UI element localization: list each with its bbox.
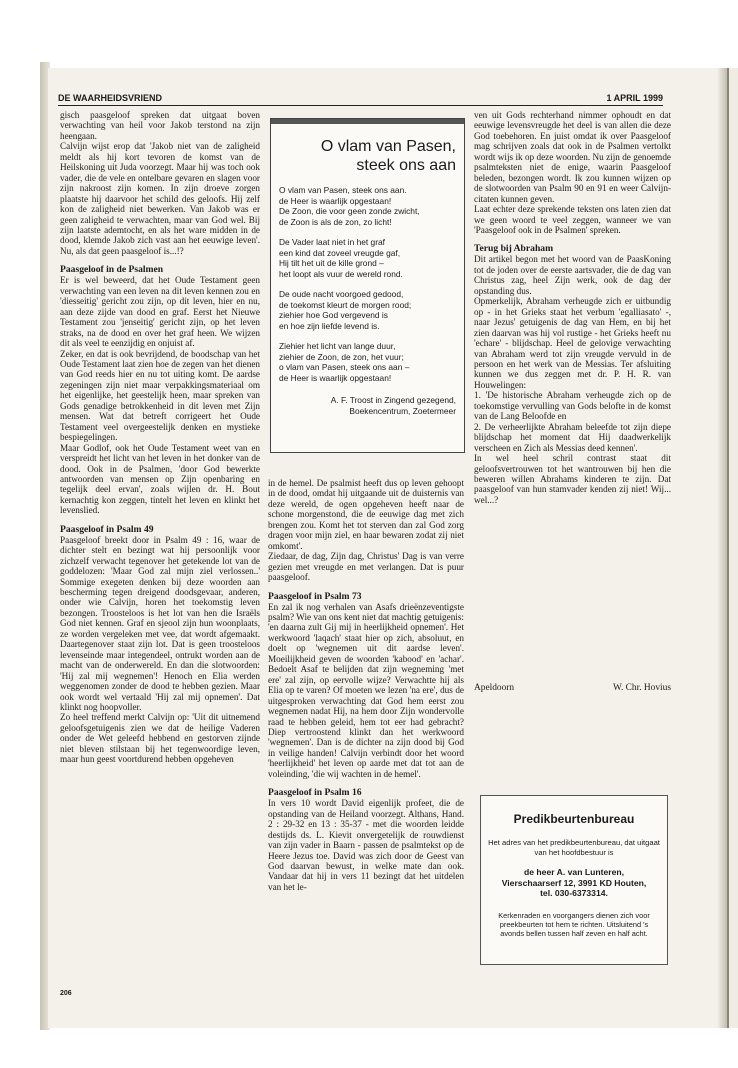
paragraph: In wel heel schril contrast staat dit geloofsvertrouwen tot het wantrouwen bij hen die beweren willen Abrahams kinderen te zijn. Dat paasgeloof van hun stamvader kenden zij niet! Wij... wel...? bbox=[474, 453, 671, 505]
poem-line: de toekomst kleurt de morgen rood; bbox=[279, 299, 412, 310]
poem-line: O vlam van Pasen, steek ons aan. bbox=[279, 185, 407, 195]
poem-title bbox=[279, 137, 456, 175]
paragraph: Laat echter deze sprekende teksten ons laten zien dat we geen woord te veel zeggen, wanneer we van 'Paasgeloof ook in de Psalmen' spreken. bbox=[474, 204, 671, 235]
poem-line: De oude nacht voorgoed gedood, bbox=[279, 289, 404, 299]
poem-line: o vlam van Pasen, steek ons aan – bbox=[279, 362, 410, 372]
ad-note: Kerkenraden en voorgangers dienen zich voor preekbeurten tot hem te richten. Uitsluitend 's avonds bellen tussen half zeven en half acht. bbox=[498, 910, 650, 938]
poem-stanza bbox=[279, 237, 456, 279]
poem-title-line: steek ons aan bbox=[356, 157, 456, 174]
ad-address-line: Vierschaarserf 12, 3991 KD Houten, bbox=[501, 877, 647, 888]
facing-page-edge bbox=[727, 68, 738, 1028]
paragraph: Opmerkelijk, Abraham verheugde zich er uitbundig op - in het Grieks staat het verbum 'egalliasato' -, naar Jezus' getuigenis de dag van Hem, en bij het zien daarvan was hij vol rustige - het Grieks heeft nu 'echare' - blijdschap. Heel de gelovige verwachting van Abraham werd tot zijn vreugde vervuld in de persoon en het werk van de Messias. Ter afsluiting kunnen we dus zeggen met dr. P. H. R. van Houwelingen: bbox=[474, 296, 671, 390]
page-header bbox=[58, 93, 663, 103]
poem-title-line: O vlam van Pasen, bbox=[320, 138, 456, 155]
poem-line: en hoe zijn liefde levend is. bbox=[279, 320, 380, 331]
text-column-2 bbox=[268, 478, 464, 998]
poem-line: ziehier hoe God vergevend is bbox=[279, 310, 388, 320]
ad-address-line: de heer A. van Lunteren, bbox=[524, 867, 624, 877]
paragraph: 1. 'De historische Abraham verheugde zich op de toekomstige vervulling van Gods belofte in de komst van de Lang Beloofde en bbox=[474, 390, 671, 422]
poem-stanza bbox=[279, 289, 456, 331]
issue-date: 1 APRIL 1999 bbox=[606, 93, 663, 103]
paragraph: ven uit Gods rechterhand nimmer ophoudt en dat eeuwige levensvreugde het deel is van allen die deze God toebehoren. En juist omdat ik over Paasgeloof mag schrijven zoals dat ook in de Psalmen vertolkt wordt wijs ik op deze woorden. Nu zijn de genoemde psalmteksten niet de enige, waarin Paasgeloof beleden, bezongen wordt. Ik zou kunnen wijzen op de slotwoorden van Psalm 90 en 91 en weer Calvijn-citaten kunnen geven. bbox=[474, 110, 671, 204]
section-heading: Paasgeloof in Psalm 49 bbox=[60, 523, 154, 535]
paragraph: in de hemel. De psalmist heeft dus op leven gehoopt in de dood, omdat hij uitgaande uit de duisternis van deze wereld, de ogen opgeheven heeft naar de schone morgenstond, die de eeuwige dag met zich brengen zou. Komt het tot sterven dan zal God zorg dragen voor mijn ziel, en haar bewaren zodat zij niet omkomt'. bbox=[268, 478, 464, 551]
magazine-page bbox=[48, 68, 738, 1028]
ad-address bbox=[487, 867, 661, 899]
poem-stanzas bbox=[279, 185, 456, 383]
paragraph: gisch paasgeloof spreken dat uitgaat boven verwachting van heil voor Jakob terstond na zijn heengaan. bbox=[60, 110, 260, 141]
paragraph: Dit artikel begon met het woord van de PaasKoning tot de joden over de eerste aartsvader, die de dag van Christus zag, heel Zijn werk, ook de dag der opstanding dus. bbox=[474, 254, 671, 296]
page-number: 206 bbox=[60, 990, 72, 997]
ad-title: Predikbeurtenbureau bbox=[513, 812, 635, 826]
paragraph: Maar Godlof, ook het Oude Testament weet van en verspreidt het licht van het leven in het donker van de dood. Ook in de Psalmen, 'door God bewerkte antwoorden van mensen op Zijn openbaring en tegelijk deel ervan', zoals wijlen dr. H. Bout kernachtig kon zeggen, tintelt het leven en klinkt het levenslied. bbox=[60, 442, 260, 516]
ad-address-line: tel. 030-6373314. bbox=[540, 888, 608, 898]
section-heading: Paasgeloof in Psalm 16 bbox=[268, 787, 362, 799]
paragraph: Zo heel treffend merkt Calvijn op: 'Uit dit uitnemend geloofsgetuigenis zien we dat de heilige Vaderen onder de Wet geleefd hebbend en gestorven zijnde niet bleven stilstaan bij het tegenwoordige leven, maar hun geest voortdurend hebben opgeheven bbox=[60, 712, 260, 765]
header-rule bbox=[58, 105, 663, 106]
text-column-3 bbox=[474, 110, 671, 680]
signature-author: W. Chr. Hovius bbox=[613, 683, 671, 693]
magazine-name: DE WAARHEIDSVRIEND bbox=[58, 93, 163, 103]
poem-line: Ziehier het licht van lange duur, bbox=[279, 341, 396, 351]
poem-line: De Vader laat niet in het graf bbox=[279, 237, 385, 247]
poem-line: De Zoon, die voor geen zonde zwicht, bbox=[279, 206, 420, 216]
signature-location: Apeldoorn bbox=[474, 683, 515, 693]
poem-stanza bbox=[279, 341, 456, 383]
ad-intro: Het adres van het predikbeurtenbureau, dat uitgaat van het hoofdbestuur is bbox=[488, 838, 660, 857]
poem-line: de Heer is waarlijk opgestaan! bbox=[279, 195, 392, 206]
poem-line: het loopt als vuur de wereld rond. bbox=[279, 268, 403, 279]
section-heading: Paasgeloof in de Psalmen bbox=[60, 264, 164, 276]
poem-credit-line: A. F. Troost in Zingend gezegend, bbox=[330, 395, 456, 405]
text-column-1 bbox=[60, 110, 260, 990]
advertisement-box bbox=[480, 795, 668, 965]
paragraph: En zal ik nog verhalen van Asafs drieënzeventigste psalm? Wie van ons kent niet dat machtig getuigenis: 'en daarna zult Gij mij in heerlijkheid opnemen'. Het werkwoord 'laqach' staat hier op zich, absoluut, en doelt op 'wegnemen uit dit aardse leven'. Moeilijkheid geven de woorden 'kabood' en 'achar'. Bedoelt Asaf te belijden dat zijn wegneming 'met ere' zal zijn, op eervolle wijze? Verwachtte hij als Elia op te varen? Of moeten we lezen 'na ere', dus de uitgesproken verwachting dat God hem eerst zou wegnemen nadat Hij, na hem door Zijn wondervolle raad te hebben geleid, hem tot eer had gebracht? Diep vertroostend klinkt dan het werkwoord 'wegnemen'. Dan is de dichter na zijn dood bij God in veilige handen! Calvijn verbindt door het woord 'heerlijkheid' het leven op aarde met dat tot aan de voleinding, 'die wij wachten in de hemel'. bbox=[268, 601, 464, 779]
paragraph: Zeker, en dat is ook bevrijdend, de boodschap van het Oude Testament laat zien hoe de zegen van het dienen van God reeds hier en nu tot uiting komt. De aardse zegeningen zijn niet maar verpakkingsmateriaal om het eigenlijke, het geestelijk heen, maar spreken van Gods genadige betrokkenheid in dit leven met Zijn mensen. Wat dat betreft corrigeert het Oude Testament veel overgeestelijk denken en mystieke bespiegelingen. bbox=[60, 348, 260, 443]
poem-box-band bbox=[271, 119, 464, 124]
poem-credit-line: Boekencentrum, Zoetermeer bbox=[349, 405, 456, 416]
poem-line: Hij tilt het uit de kille grond – bbox=[279, 258, 384, 268]
paragraph: Calvijn wijst erop dat 'Jakob niet van de zaligheid meldt als hij kort tevoren de komst van de Heilskoning uit Juda voorzegt. Maar hij was toch ook vader, die de vele en ontelbare gevaren en slagen voor zijn nakroost zijn komen. In zijn droeve zorgen plaatste hij daarvoor het schild des geloofs. Hij zelf kon de zaligheid niet bewerken. Van Jakob was er geen zaligheid te verwachten, maar van God wel. Bij zijn laatste ademtocht, en als het ware midden in de dood, klemde Jakob zich vast aan het eeuwige leven'. Nu, als dat geen paasgeloof is...!? bbox=[60, 141, 260, 256]
paragraph: Paasgeloof breekt door in Psalm 49 : 16, waar de dichter stelt en bezingt wat hij persoonlijk voor zichzelf verwacht tegenover het getekende lot van de goddelozen: 'Maar God zal mijn ziel verlossen..' Sommige exegeten denken bij deze woorden aan bescherming tegen dreigend doodsgevaar, anderen, onder wie Calvijn, horen het toekomstig leven bezongen. Troosteloos is het lot van hen die Israëls God niet kennen. Graf en sjeool zijn hun woonplaats, ze worden vergeleken met vee, dat wordt afgemaakt. Daartegenover staat zijn lot. Dat is geen troosteloos levenseinde maar integendeel, ontrukt worden aan de macht van de onderwereld. En dan die slotwoorden: 'Hij zal mij wegnemen'! Henoch en Elia werden weggenomen zonder de dood te hebben gezien. Maar ook wordt wel vertaald 'Hij zal mij opnemen'. Dat klinkt nog hoopvoller. bbox=[60, 534, 260, 713]
poem-stanza bbox=[279, 185, 456, 227]
paragraph: 2. De verheerlijkte Abraham beleefde tot zijn diepe blijdschap het moment dat Hij daadwerkelijk verscheen en Zich als Messias deed kennen'. bbox=[474, 421, 671, 453]
poem-line: de Heer is waarlijk opgestaan! bbox=[279, 372, 392, 383]
poem-credit bbox=[279, 395, 456, 416]
poem-line: ziehier de Zoon, de zon, het vuur; bbox=[279, 351, 404, 362]
paragraph: Er is wel beweerd, dat het Oude Testament geen verwachting van een leven na dit leven kennen zou en 'diesseitig' gericht zou zijn, op dit leven, hier en nu, aan deze zijde van dood en graf. Eerst het Nieuwe Testament zou 'jenseitig' gericht zijn, op het leven straks, na de dood en over het graf heen. We wijzen dit als veel te eenzijdig en onjuist af. bbox=[60, 275, 260, 349]
paragraph: Ziedaar, de dag, Zijn dag, Christus' Dag is van verre gezien met vreugde en met verlangen. Dat is puur paasgeloof. bbox=[268, 551, 464, 583]
section-heading: Terug bij Abraham bbox=[474, 243, 554, 255]
paragraph: In vers 10 wordt David eigenlijk profeet, die de opstanding van de Heiland voorzegt. Althans, Hand. 2 : 29-32 en 13 : 35-37 - met die woorden leidde destijds ds. L. Kievit onvergetelijk de rouwdienst van zijn vader in Baarn - passen de psalmtekst op de Heere Jezus toe. David was zich door de Geest van God daarvan bewust, in welke mate dan ook. Vandaar dat hij in vers 11 bezingt dat het uitdelen van het le- bbox=[268, 798, 464, 892]
section-heading: Paasgeloof in Psalm 73 bbox=[268, 590, 362, 602]
poem-line: de Zoon is als de zon, zo licht! bbox=[279, 216, 392, 227]
poem-box bbox=[270, 118, 465, 453]
poem-line: een kind dat zoveel vreugde gaf, bbox=[279, 247, 401, 258]
